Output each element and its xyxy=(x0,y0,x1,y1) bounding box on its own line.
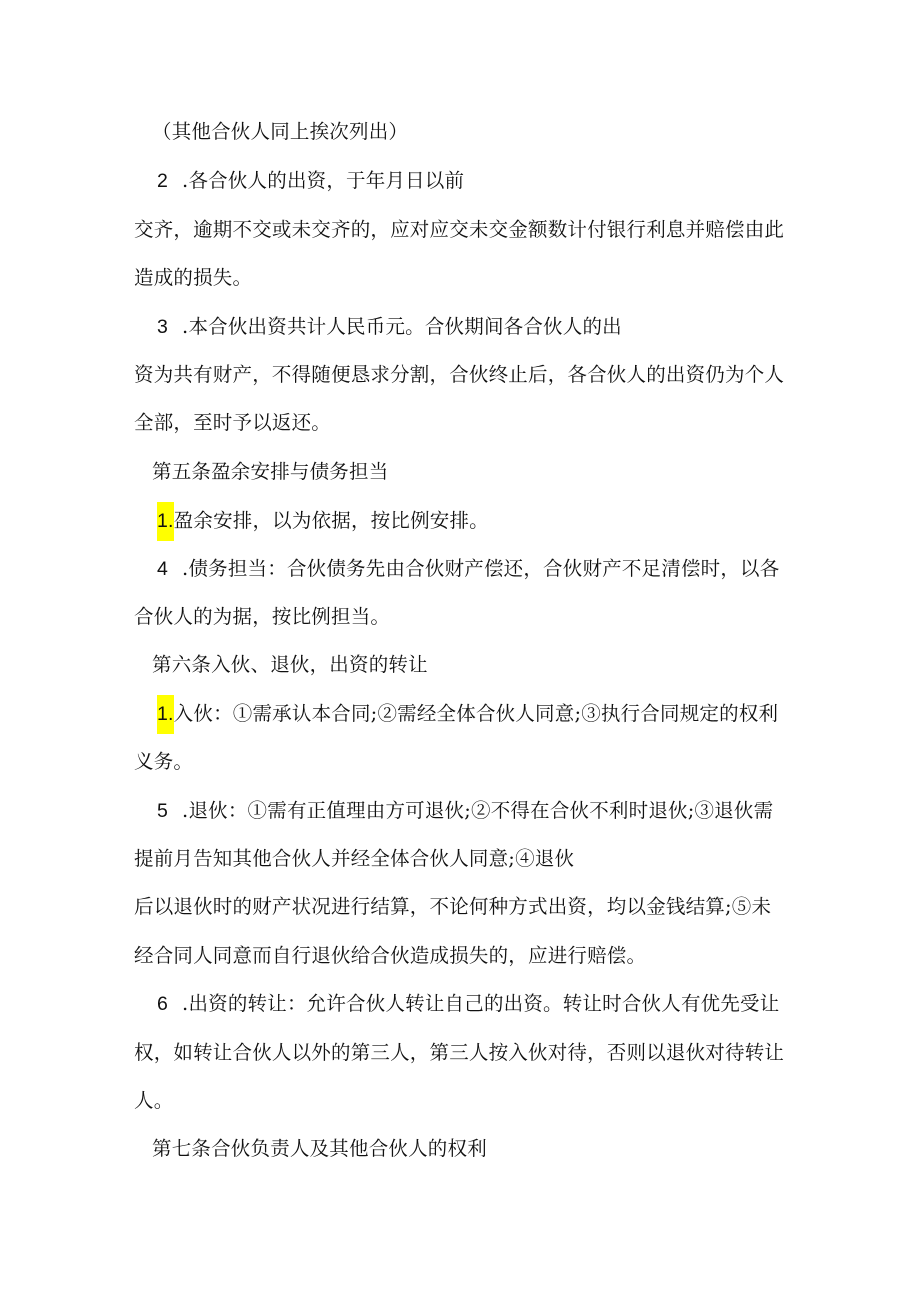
numbered-item: 2 .各合伙人的出资，于年月日以前 xyxy=(157,169,465,192)
item-number: 2 xyxy=(157,170,169,192)
paragraph-line: 权，如转让合伙人以外的第三人，第三人按入伙对待，否则以退伙对待转让 xyxy=(134,1041,785,1064)
numbered-item: 1.盈余安排，以为依据，按比例安排。 xyxy=(157,508,489,534)
numbered-item: 5 .退伙：①需有正值理由方可退伙;②不得在合伙不利时退伙;③退伙需 xyxy=(157,799,774,822)
paragraph-line: （其他合伙人同上挨次列出） xyxy=(152,120,409,143)
item-number: 6 xyxy=(157,993,169,1015)
article-heading: 第七条合伙负责人及其他合伙人的权利 xyxy=(152,1137,487,1160)
article-heading: 第五条盈余安排与债务担当 xyxy=(152,460,389,483)
item-number: 4 xyxy=(157,558,169,580)
paragraph-line: 提前月告知其他合伙人并经全体合伙人同意;④退伙 xyxy=(134,847,575,870)
item-number: 3 xyxy=(157,316,169,338)
numbered-item: 4 .债务担当：合伙债务先由合伙财产偿还，合伙财产不足清偿时，以各 xyxy=(157,557,780,580)
paragraph-line: 资为共有财产，不得随便恳求分割，合伙终止后，各合伙人的出资仍为个人 xyxy=(134,363,785,386)
highlighted-number: 1. xyxy=(157,695,174,734)
paragraph-line: 交齐，逾期不交或未交齐的，应对应交未交金额数计付银行利息并赔偿由此 xyxy=(134,218,785,241)
paragraph-line: 造成的损失。 xyxy=(134,266,253,289)
paragraph-line: 后以退伙时的财产状况进行结算，不论何种方式出资，均以金钱结算;⑤未 xyxy=(134,895,772,918)
paragraph-line: 合伙人的为据，按比例担当。 xyxy=(134,605,391,628)
item-number: 5 xyxy=(157,800,169,822)
article-heading: 第六条入伙、退伙，出资的转让 xyxy=(152,653,428,676)
numbered-item: 6 .出资的转让：允许合伙人转让自己的出资。转让时合伙人有优先受让 xyxy=(157,992,780,1015)
paragraph-line: 人。 xyxy=(134,1089,174,1112)
numbered-item: 3 .本合伙出资共计人民币元。合伙期间各合伙人的出 xyxy=(157,315,622,338)
highlighted-number: 1. xyxy=(157,502,174,541)
paragraph-line: 义务。 xyxy=(134,750,194,773)
paragraph-line: 全部，至时予以返还。 xyxy=(134,411,332,434)
paragraph-line: 经合同人同意而自行退伙给合伙造成损失的，应进行赔偿。 xyxy=(134,944,647,967)
numbered-item: 1.入伙：①需承认本合同;②需经全体合伙人同意;③执行合同规定的权利 xyxy=(157,701,778,727)
